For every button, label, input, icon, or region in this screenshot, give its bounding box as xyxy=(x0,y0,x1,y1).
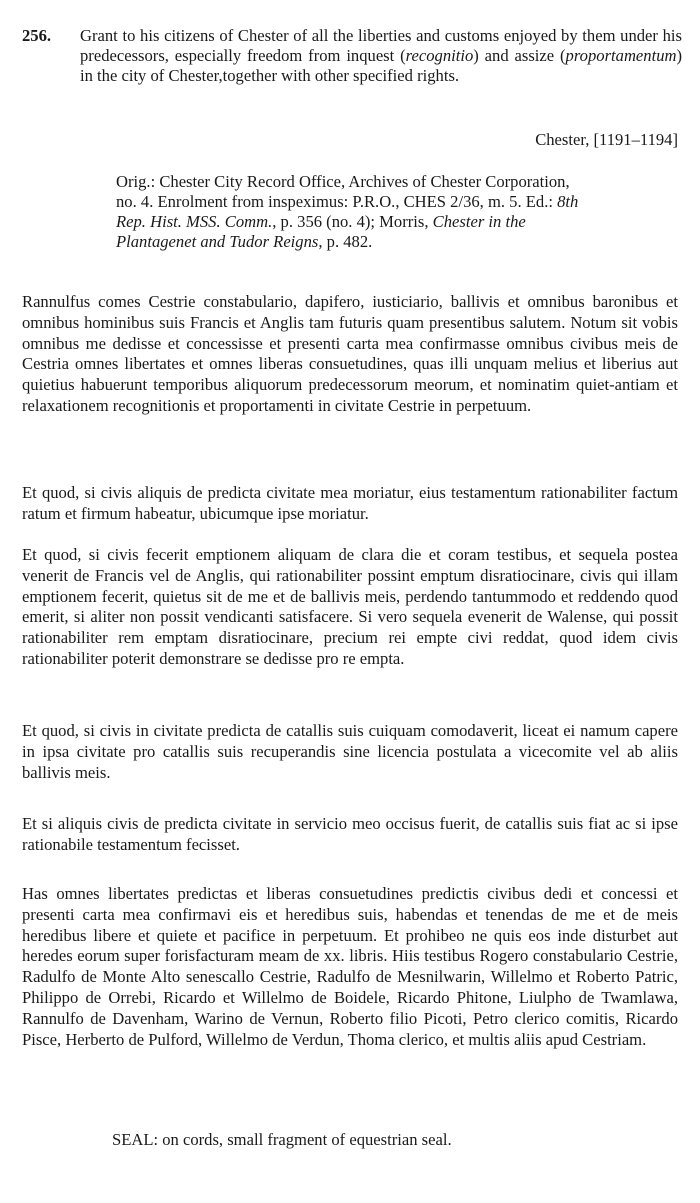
summary-text-2: ) and assize ( xyxy=(473,46,566,65)
entry-number: 256. xyxy=(22,26,52,45)
provenance-text-2: , p. 356 (no. 4); Morris, xyxy=(272,212,433,231)
summary-term-proportamentum: proportamentum xyxy=(565,46,677,65)
charter-paragraph-3: Et quod, si civis fecerit emptionem aliquam de clara die et coram testibus, et sequela postea venerit de Francis vel de Anglis, qui rationabiliter possint emptum disratiocinare, civis qui illam emptionem fecerit, quietus sit de me et de ballivis meis, perdendo tantummodo et reddendo quod emerit, si aliter non possit vendicanti satisfacere. Si vero sequela evenerit de Walense, qui possit rationabiliter rem emptam disratiocinare, precium rei empte civi reddat, quod idem civis rationabiliter poterit demonstrare se dedisse pro re empta. xyxy=(22,545,678,668)
provenance-text-3: , p. 482. xyxy=(318,232,373,251)
summary-term-recognitio: recognitio xyxy=(405,46,474,65)
provenance-reference-1: 8th Rep. Hist. MSS. Comm. xyxy=(116,192,579,231)
entry-summary xyxy=(80,26,682,86)
charter-paragraph-6: Has omnes libertates predictas et liberas consuetudines predictis civibus dedi et concessi et presenti carta mea confirmavi eis et heredibus suis, habendas et tenendas de me et de meis heredibus libere et quiete et pacifice in perpetuum. Et prohibeo ne quis eos inde disturbet aut heredes eorum super forisfacturam meam de xx. libris. Hiis testibus Rogero constabulario Cestrie, Radulfo de Monte Alto senescallo Cestrie, Radulfo de Mesnilwarin, Willelmo et Roberto Patric, Philippo de Orrebi, Ricardo et Willelmo de Boidele, Ricardo Phitone, Liulpho de Twamlawa, Rannulfo de Davenham, Warino de Vernun, Roberto filio Picoti, Petro clerico comitis, Ricardo Pisce, Herberto de Pulford, Willelmo de Verdun, Thoma clerico, et multis aliis apud Cestriam. xyxy=(22,884,678,1049)
seal-description: SEAL: on cords, small fragment of equestrian seal. xyxy=(112,1130,452,1149)
charter-paragraph-2: Et quod, si civis aliquis de predicta civitate mea moriatur, eius testamentum rationabiliter factum ratum et firmum habeatur, ubicumque ipse moriatur. xyxy=(22,483,678,523)
provenance-reference-2: Chester in the Plantagenet and Tudor Reigns xyxy=(116,212,526,251)
provenance-text-1: Orig.: Chester City Record Office, Archives of Chester Corporation, no. 4. Enrolment from inspeximus: P.R.O., CHES 2/36, m. 5. Ed.: xyxy=(116,172,570,211)
charter-paragraph-1: Rannulfus comes Cestrie constabulario, dapifero, iusticiario, ballivis et omnibus baronibus et omnibus hominibus suis Francis et Anglis tam futuris quam presentibus salutem. Notum sit vobis omnibus me dedisse et concessisse et presenti carta mea confirmasse omnibus civibus meis de Cestria omnes libertates et omnes liberas consuetudines, quas illi unquam melius et liberius aut quietius habuerunt temporibus aliquorum predecessorum meorum, et nominatim quiet-antiam et relaxationem recognitionis et proportamenti in civitate Cestrie in perpetuum. xyxy=(22,292,678,415)
entry-heading xyxy=(22,26,682,86)
summary-text-1: Grant to his citizens of Chester of all the liberties and customs enjoyed by them under his predecessors, especially freedom from inquest ( xyxy=(80,26,682,65)
summary-text-3: ) in the city of Chester,together with other specified rights. xyxy=(80,46,683,85)
charter-paragraph-5: Et si aliquis civis de predicta civitate in servicio meo occisus fuerit, de catallis suis fiat ac si ipse rationabile testamentum fecisset. xyxy=(22,814,678,854)
charter-paragraph-4: Et quod, si civis in civitate predicta de catallis suis cuiquam comodaverit, liceat ei namum capere in ipsa civitate pro catallis suis recuperandis sine licencia postulata a vicecomite vel ab aliis ballivis meis. xyxy=(22,721,678,782)
provenance-note xyxy=(116,172,586,252)
place-and-date: Chester, [1191–1194] xyxy=(535,130,678,149)
